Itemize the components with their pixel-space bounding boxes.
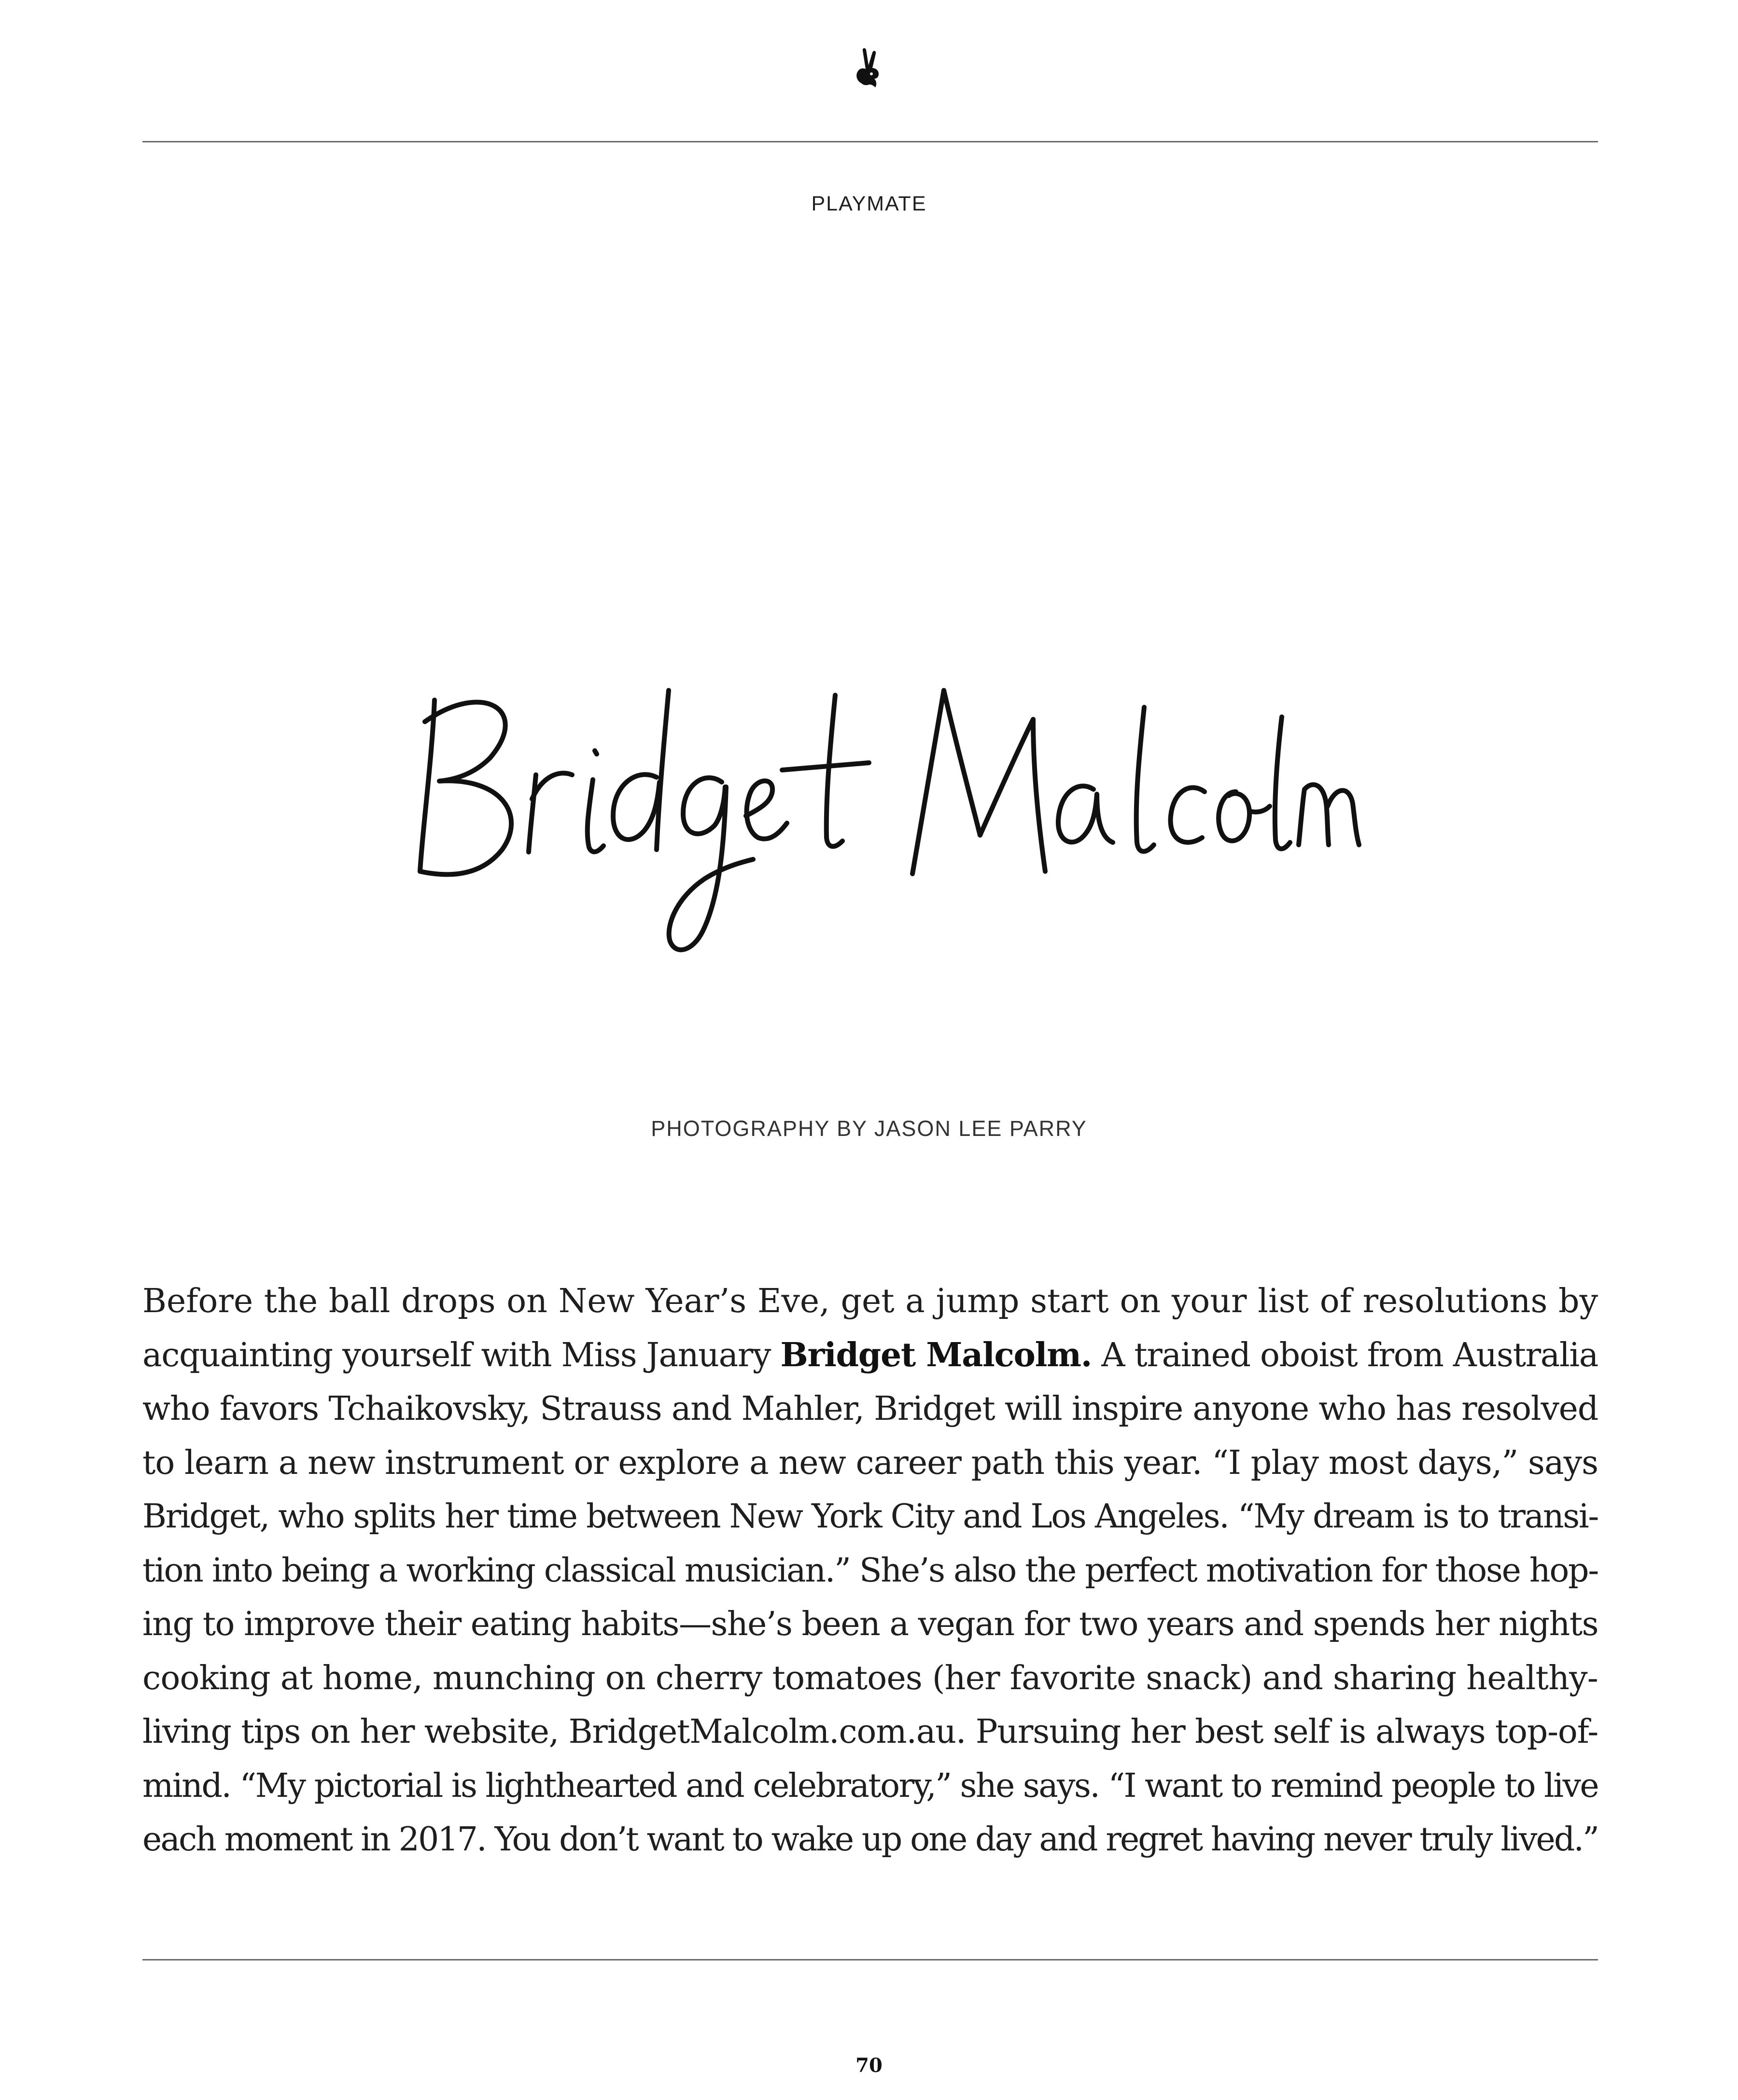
handwritten-signature (406, 671, 1361, 970)
article-text: Bridget, who splits her time between New York City and Los Angeles. “My dream is to transi- (142, 1498, 1598, 1536)
bottom-divider (142, 1959, 1598, 1960)
article-line (142, 1490, 1598, 1544)
article-line (142, 1436, 1598, 1490)
article-text: mind. “My pictorial is lighthearted and celebratory,” she says. “I want to remind people to live (142, 1766, 1598, 1805)
article-line (142, 1597, 1598, 1652)
article-text: who favors Tchaikovsky, Strauss and Mahler, Bridget will inspire anyone who has resolved (142, 1390, 1598, 1428)
top-divider (142, 141, 1598, 142)
article-text: ing to improve their eating habits—she’s been a vegan for two years and spends her nights (142, 1605, 1598, 1643)
article-line (142, 1329, 1598, 1383)
page-number: 70 (855, 2054, 883, 2077)
article-line (142, 1544, 1598, 1598)
section-label: PLAYMATE (811, 192, 927, 215)
playmate-name: Bridget Malcolm. (780, 1335, 1092, 1374)
rabbit-head-icon (852, 46, 886, 89)
photo-credit: PHOTOGRAPHY BY JASON LEE PARRY (651, 1116, 1087, 1141)
article-text: A trained oboist from Australia (1092, 1336, 1598, 1374)
article-text: tion into being a working classical musician.” She’s also the perfect motivation for those hop- (142, 1551, 1598, 1590)
article-text: acquainting yourself with Miss January (142, 1336, 781, 1374)
article-line (142, 1759, 1598, 1813)
article-line (142, 1274, 1598, 1329)
article-line (142, 1652, 1598, 1706)
article-text: cooking at home, munching on cherry tomatoes (her favorite snack) and sharing healthy- (142, 1659, 1598, 1697)
article-line (142, 1705, 1598, 1759)
article-text: to learn a new instrument or explore a new career path this year. “I play most days,” says (142, 1443, 1598, 1482)
article-body (142, 1274, 1598, 1867)
article-line (142, 1382, 1598, 1436)
article-text: Before the ball drops on New Year’s Eve, get a jump start on your list of resolutions by (142, 1282, 1598, 1320)
article-text: each moment in 2017. You don’t want to wake up one day and regret having never truly lived.” (142, 1820, 1598, 1859)
article-line (142, 1813, 1598, 1867)
article-text: living tips on her website, BridgetMalcolm.com.au. Pursuing her best self is always top-of- (142, 1713, 1598, 1751)
